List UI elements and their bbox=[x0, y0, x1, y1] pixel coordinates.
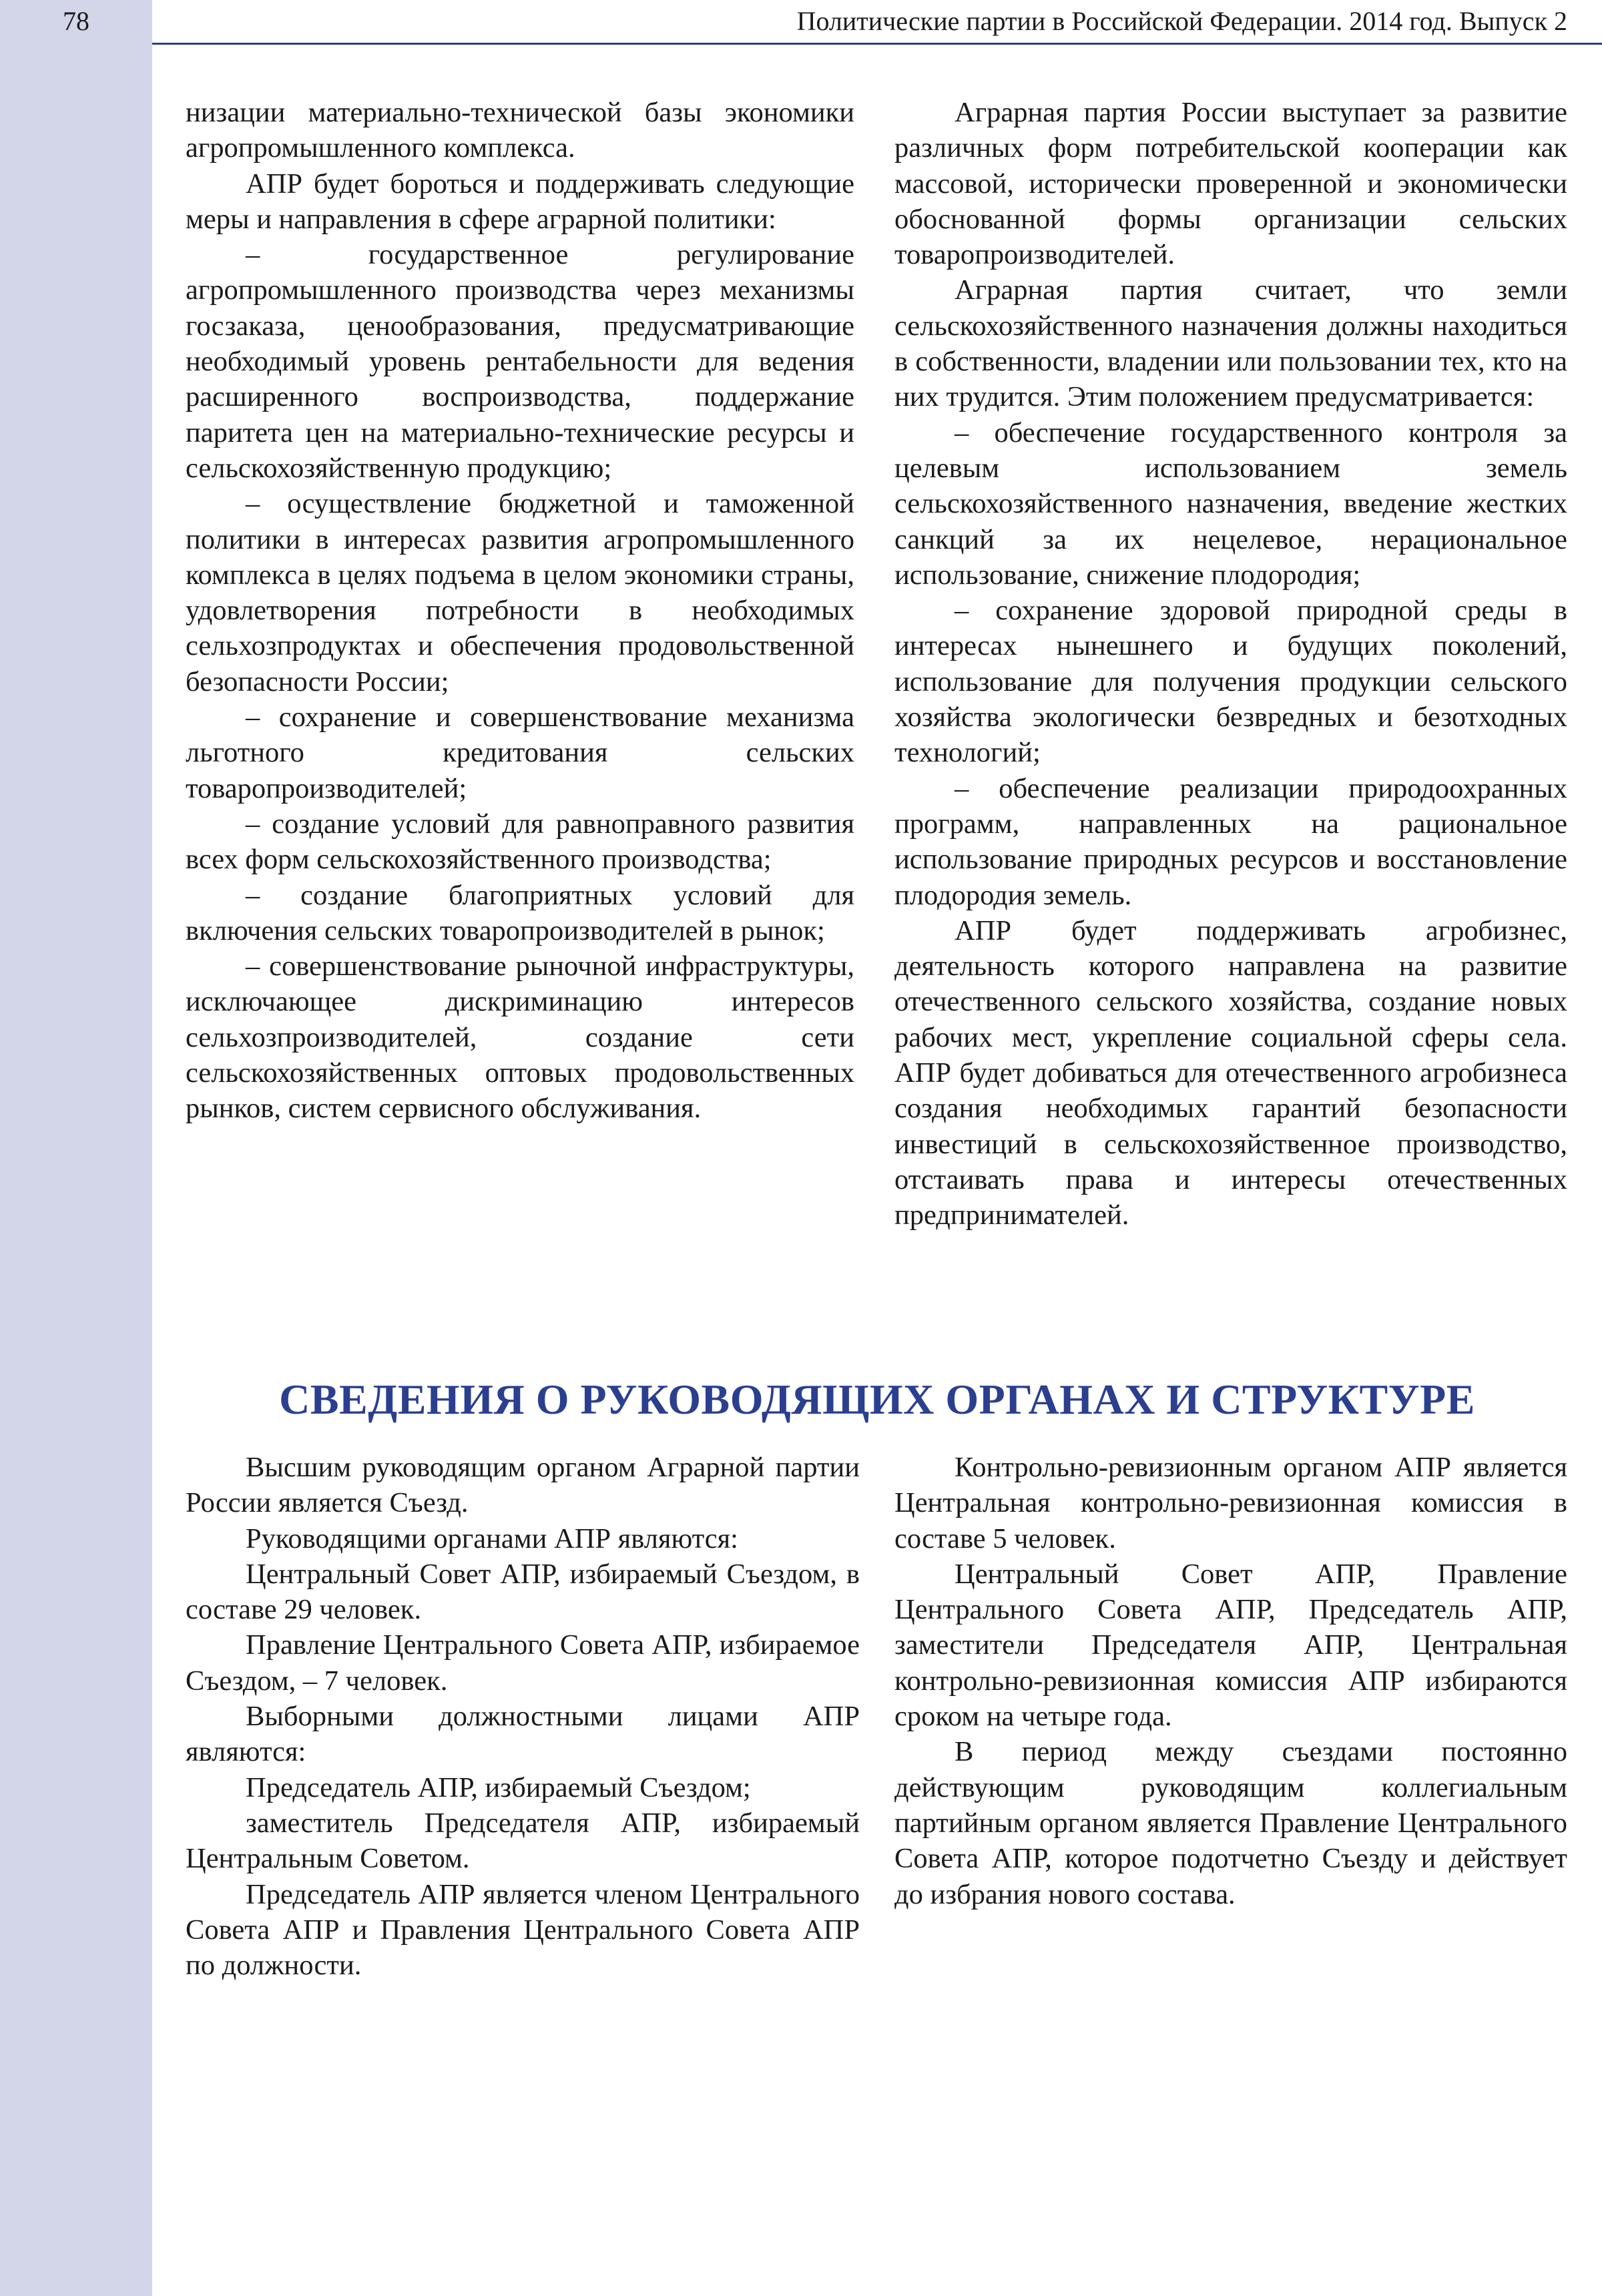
paragraph: Председатель АПР, избираемый Съездом; bbox=[246, 1771, 751, 1803]
paragraph: Выборными должностными лицами АПР являются: bbox=[186, 1701, 860, 1768]
list-item: – сохранение здоровой природной среды в интересах нынешнего и будущих поколений, использование для получения продукции сельского хозяйства экологически безвредных и безотходных технологий; bbox=[894, 595, 1567, 769]
paragraph: АПР будет бороться и поддерживать следующие меры и направления в сфере аграрной политики: bbox=[186, 168, 854, 235]
page-margin-band bbox=[0, 0, 152, 2296]
running-title: Политические партии в Российской Федерации. 2014 год. Выпуск 2 bbox=[796, 6, 1567, 36]
column-top-left bbox=[186, 95, 854, 1356]
list-item: – создание благоприятных условий для включения сельских товаропроизводителей в рынок; bbox=[186, 879, 854, 946]
page-number: 78 bbox=[63, 6, 89, 36]
list-item: – осуществление бюджетной и таможенной политики в интересах развития агропромышленного комплекса в целях подъема в целом экономики страны, удовлетворения потребности в необходимых сельхозпродуктах и обеспечения продовольственной безопасности России; bbox=[186, 488, 854, 697]
paragraph: Аграрная партия России выступает за развитие различных форм потребительской кооперации как массовой, исторически проверенной и экономически обоснованной формы организации сельских товаропроизводителей. bbox=[894, 97, 1567, 271]
paragraph: Правление Центрального Совета АПР, избираемое Съездом, – 7 человек. bbox=[186, 1629, 860, 1697]
list-item: – обеспечение государственного контроля за целевым использованием земель сельскохозяйственного назначения, введение жестких санкций за их нецелевое, нерациональное использование, снижение плодородия; bbox=[894, 416, 1567, 591]
paragraph: АПР будет поддерживать агробизнес, деятельность которого направлена на развитие отечественного сельского хозяйства, создание новых рабочих мест, укрепление социальной сферы села. АПР будет добиваться для отечественного агробизнеса создания необходимых гарантий безопасности инвестиций в сельскохозяйственное производство, отстаивать права и интересы отечественных предпринимателей. bbox=[894, 914, 1567, 1231]
column-bottom-left bbox=[186, 1450, 860, 2010]
paragraph: заместитель Председателя АПР, избираемый Центральным Советом. bbox=[186, 1807, 860, 1875]
list-item: – обеспечение реализации природоохранных программ, направленных на рациональное использование природных ресурсов и восстановление плодородия земель. bbox=[894, 772, 1567, 911]
column-top-right bbox=[894, 95, 1567, 1356]
paragraph: Аграрная партия считает, что земли сельскохозяйственного назначения должны находиться в собственности, владении или пользовании тех, кто на них трудится. Этим положением предусматривается: bbox=[894, 274, 1567, 413]
list-item: – совершенствование рыночной инфраструктуры, исключающее дискриминацию интересов сельхозпроизводителей, создание сети сельскохозяйственных оптовых продовольственных рынков, систем сервисного обслуживания. bbox=[186, 950, 854, 1125]
paragraph: низации материально-технической базы экономики агропромышленного комплекса. bbox=[186, 97, 854, 164]
section-heading: СВЕДЕНИЯ О РУКОВОДЯЩИХ ОРГАНАХ И СТРУКТУРЕ bbox=[279, 1376, 1475, 1423]
paragraph: Руководящими органами АПР являются: bbox=[246, 1522, 738, 1554]
paragraph: Председатель АПР является членом Центрального Совета АПР и Правления Центрального Совета АПР по должности. bbox=[186, 1878, 860, 1982]
column-bottom-right bbox=[894, 1450, 1567, 2010]
list-item: – создание условий для равноправного развития всех форм сельскохозяйственного производства; bbox=[186, 808, 854, 876]
paragraph: Контрольно-ревизионным органом АПР является Центральная контрольно-ревизионная комиссия в составе 5 человек. bbox=[894, 1452, 1567, 1554]
list-item: – сохранение и совершенствование механизма льготного кредитования сельских товаропроизводителей; bbox=[186, 701, 854, 804]
header-rule bbox=[152, 43, 1602, 45]
page-header bbox=[0, 0, 1602, 41]
paragraph: Высшим руководящим органом Аграрной партии России является Съезд. bbox=[186, 1452, 860, 1519]
paragraph: В период между съездами постоянно действующим руководящим коллегиальным партийным органом является Правление Центрального Совета АПР, которое подотчетно Съезду и действует до избрания нового состава. bbox=[894, 1736, 1567, 1910]
paragraph: Центральный Совет АПР, Правление Центрального Совета АПР, Председатель АПР, заместители Председателя АПР, Центральная контрольно-ревизионная комиссия АПР избираются сроком на четыре года. bbox=[894, 1558, 1567, 1733]
list-item: – государственное регулирование агропромышленного производства через механизмы госзаказа, ценообразования, предусматривающие необходимый уровень рентабельности для ведения расширенного воспроизводства, поддержание паритета цен на материально-технические ресурсы и сельскохозяйственную продукцию; bbox=[186, 239, 854, 484]
paragraph: Центральный Совет АПР, избираемый Съездом, в составе 29 человек. bbox=[186, 1558, 860, 1626]
